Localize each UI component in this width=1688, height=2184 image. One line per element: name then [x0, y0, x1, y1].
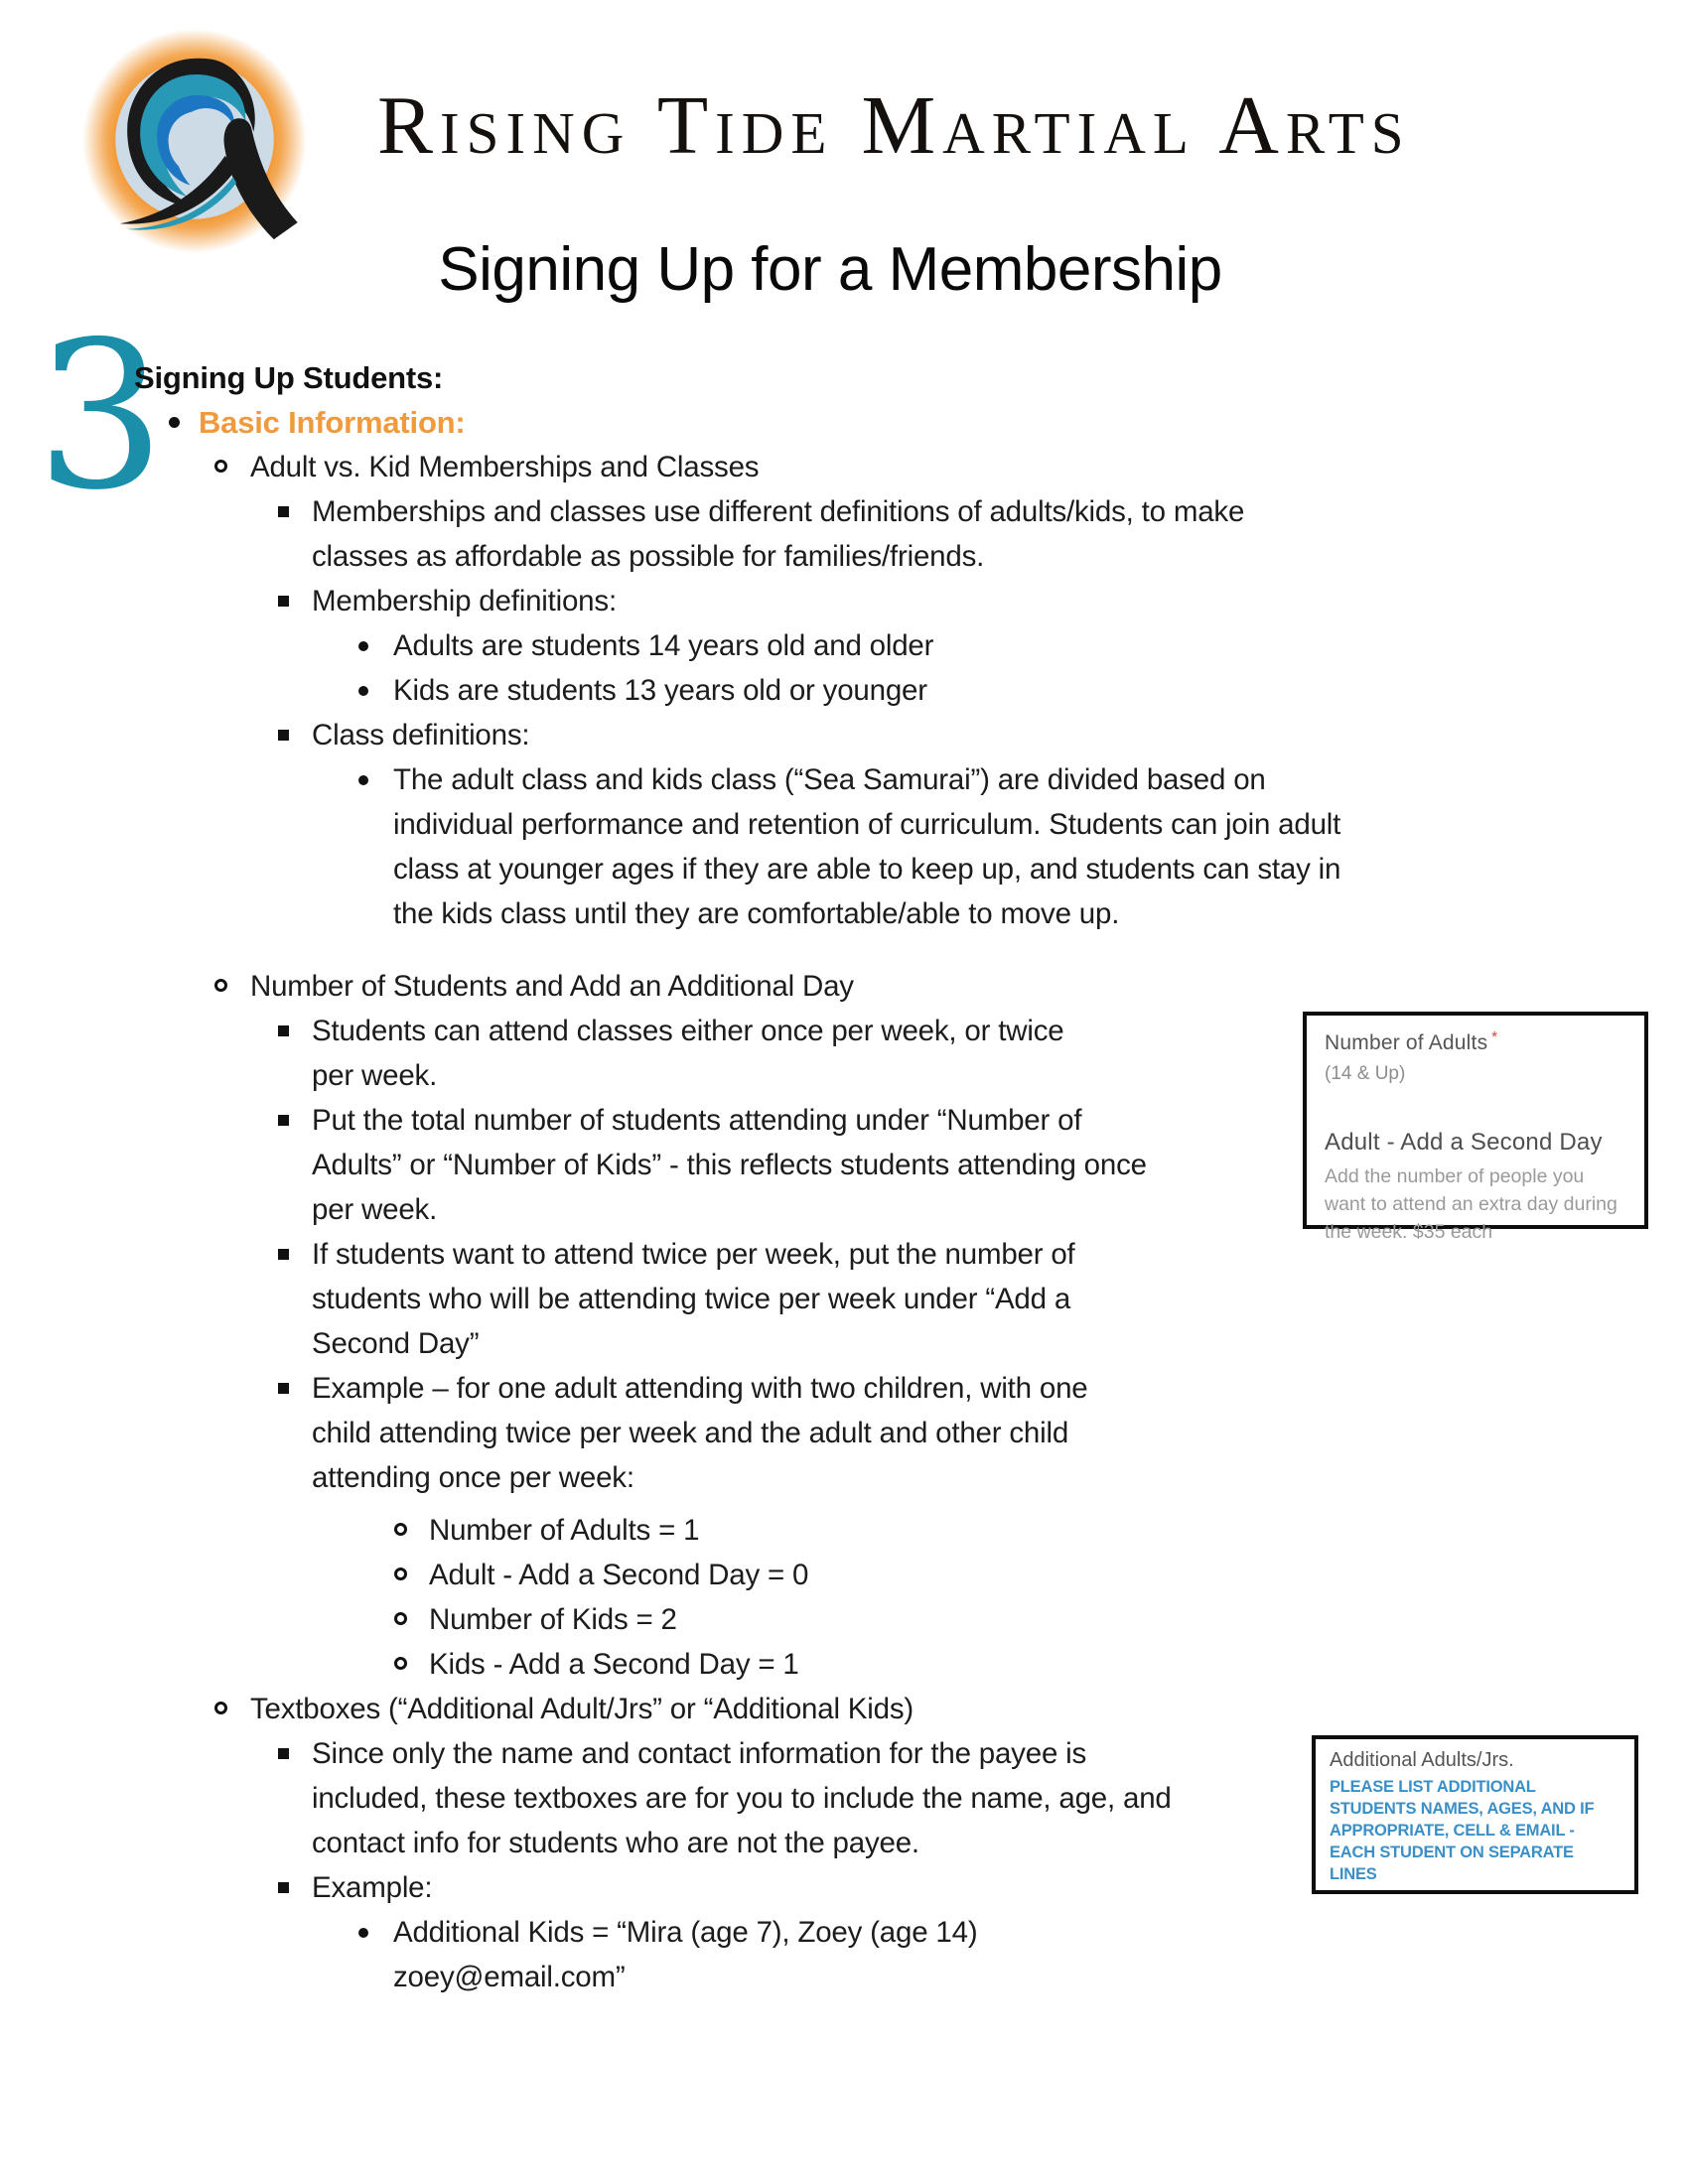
list-item: [134, 1910, 1078, 1999]
list-item: [134, 1865, 1405, 1910]
bullet-square-icon: [278, 596, 289, 607]
list-item: [134, 1009, 1106, 1098]
field-label-adult-second-day: Adult - Add a Second Day: [1325, 1129, 1603, 1156]
field-label-additional-adults: Additional Adults/Jrs.: [1330, 1749, 1514, 1771]
list-item: [134, 1553, 1405, 1597]
list-item-text: Since only the name and contact information for the payee is included, these textboxes are for you to include the name, age, and contact info for students who are not the payee.: [312, 1737, 1172, 1859]
bullet-disc-icon: [358, 1928, 368, 1938]
field-label-number-of-adults: [1325, 1028, 1626, 1055]
list-item-text: The adult class and kids class (“Sea Samurai”) are divided based on individual performance and retention of curriculum. Students can join adult class at younger ages if they are able to keep up, and students can stay in the kids class until they are comfortable/able to move up.: [393, 763, 1341, 930]
bullet-circle-icon: [394, 1612, 407, 1625]
bullet-square-icon: [278, 1383, 289, 1394]
list-item-text: If students want to attend twice per week, put the number of students who will be attending twice per week under “Add a Second Day”: [312, 1238, 1075, 1360]
list-item-text: Number of Students and Add an Additional Day: [250, 970, 854, 1003]
bullet-circle-icon: [394, 1657, 407, 1670]
list-item: [134, 1508, 1405, 1553]
list-item: [134, 1098, 1156, 1232]
list-item-text: Put the total number of students attending under “Number of Adults” or “Number of Kids” - this reflects students attending once per week.: [312, 1104, 1147, 1226]
list-item: [134, 964, 1405, 1009]
form-screenshot-additional-adults: [1312, 1735, 1638, 1894]
form-screenshot-adults: [1303, 1012, 1648, 1243]
field-description: Add the number of people you want to attend an extra day during the week. $35 each: [1325, 1165, 1618, 1243]
bullet-square-icon: [278, 730, 289, 741]
required-asterisk: *: [1491, 1028, 1498, 1045]
bullet-square-icon: [278, 1025, 289, 1036]
bullet-disc-icon: [358, 775, 368, 785]
step-number: 3: [36, 299, 166, 535]
list-item-text: Adults are students 14 years old and older: [393, 629, 934, 662]
list-item: [134, 757, 1346, 936]
list-item-text: Memberships and classes use different definitions of adults/kids, to make classes as affordable as possible for families/friends.: [312, 495, 1245, 573]
list-item: [134, 579, 1405, 623]
bullet-circle-icon: [394, 1568, 407, 1580]
bullet-disc-icon: [358, 686, 368, 696]
bullet-circle-icon: [214, 1702, 227, 1714]
bullet-circle-icon: [394, 1523, 407, 1536]
rising-tide-wave-logo: [81, 26, 308, 256]
outline-list: [134, 355, 1405, 1999]
bullet-disc-icon: [358, 641, 368, 651]
list-item-text: Example – for one adult attending with two children, with one child attending twice per week and the adult and other child attending once per week:: [312, 1372, 1088, 1494]
list-item-text: Membership definitions:: [312, 585, 617, 617]
list-item-text: Adult - Add a Second Day = 0: [429, 1559, 809, 1591]
bullet-circle-icon: [214, 979, 227, 992]
list-item-text: Example:: [312, 1871, 433, 1904]
list-item: [134, 1366, 1141, 1500]
list-item: [134, 1597, 1405, 1642]
bullet-square-icon: [278, 1249, 289, 1260]
list-item: [134, 489, 1255, 579]
list-item: [134, 668, 1405, 713]
field-instructions-blue: PLEASE LIST ADDITIONAL STUDENTS NAMES, AGES, AND IF APPROPRIATE, CELL & EMAIL - EACH STUDENT ON SEPARATE LINES: [1330, 1778, 1595, 1883]
list-item: [134, 1687, 1405, 1731]
bullet-square-icon: [278, 1748, 289, 1759]
page-title: Signing Up for a Membership: [438, 235, 1222, 304]
list-item-text: Kids are students 13 years old or younger: [393, 674, 927, 707]
list-item-text: Number of Kids = 2: [429, 1603, 677, 1636]
field-sublabel-14-up: (14 & Up): [1325, 1063, 1406, 1084]
bullet-square-icon: [278, 1115, 289, 1126]
bullet-square-icon: [278, 1882, 289, 1893]
list-item-text: Signing Up Students:: [134, 360, 444, 395]
list-item-text: Adult vs. Kid Memberships and Classes: [250, 451, 760, 483]
list-item-text: Additional Kids = “Mira (age 7), Zoey (age 14) zoey@email.com”: [393, 1916, 978, 1993]
list-item-text: Basic Information:: [199, 405, 466, 440]
list-item-text: Students can attend classes either once per week, or twice per week.: [312, 1015, 1064, 1092]
list-item: [134, 355, 1405, 400]
bullet-circle-icon: [214, 460, 227, 473]
list-item: [134, 713, 1405, 757]
list-item: [134, 1232, 1116, 1366]
list-item: [134, 623, 1405, 668]
list-item-text: Class definitions:: [312, 719, 530, 751]
brand-name: Rising Tide Martial Arts: [377, 79, 1411, 172]
list-item: [134, 1642, 1405, 1687]
list-item-text: Kids - Add a Second Day = 1: [429, 1648, 799, 1681]
list-item-text: Number of Adults = 1: [429, 1514, 700, 1547]
list-item: [134, 1731, 1186, 1865]
field-label-text: Number of Adults: [1325, 1031, 1488, 1054]
list-item: [134, 400, 1405, 445]
list-item-text: Textboxes (“Additional Adult/Jrs” or “Additional Kids): [250, 1693, 914, 1725]
bullet-square-icon: [278, 506, 289, 517]
bullet-disc-icon: [169, 417, 180, 428]
list-item: [134, 445, 1405, 489]
